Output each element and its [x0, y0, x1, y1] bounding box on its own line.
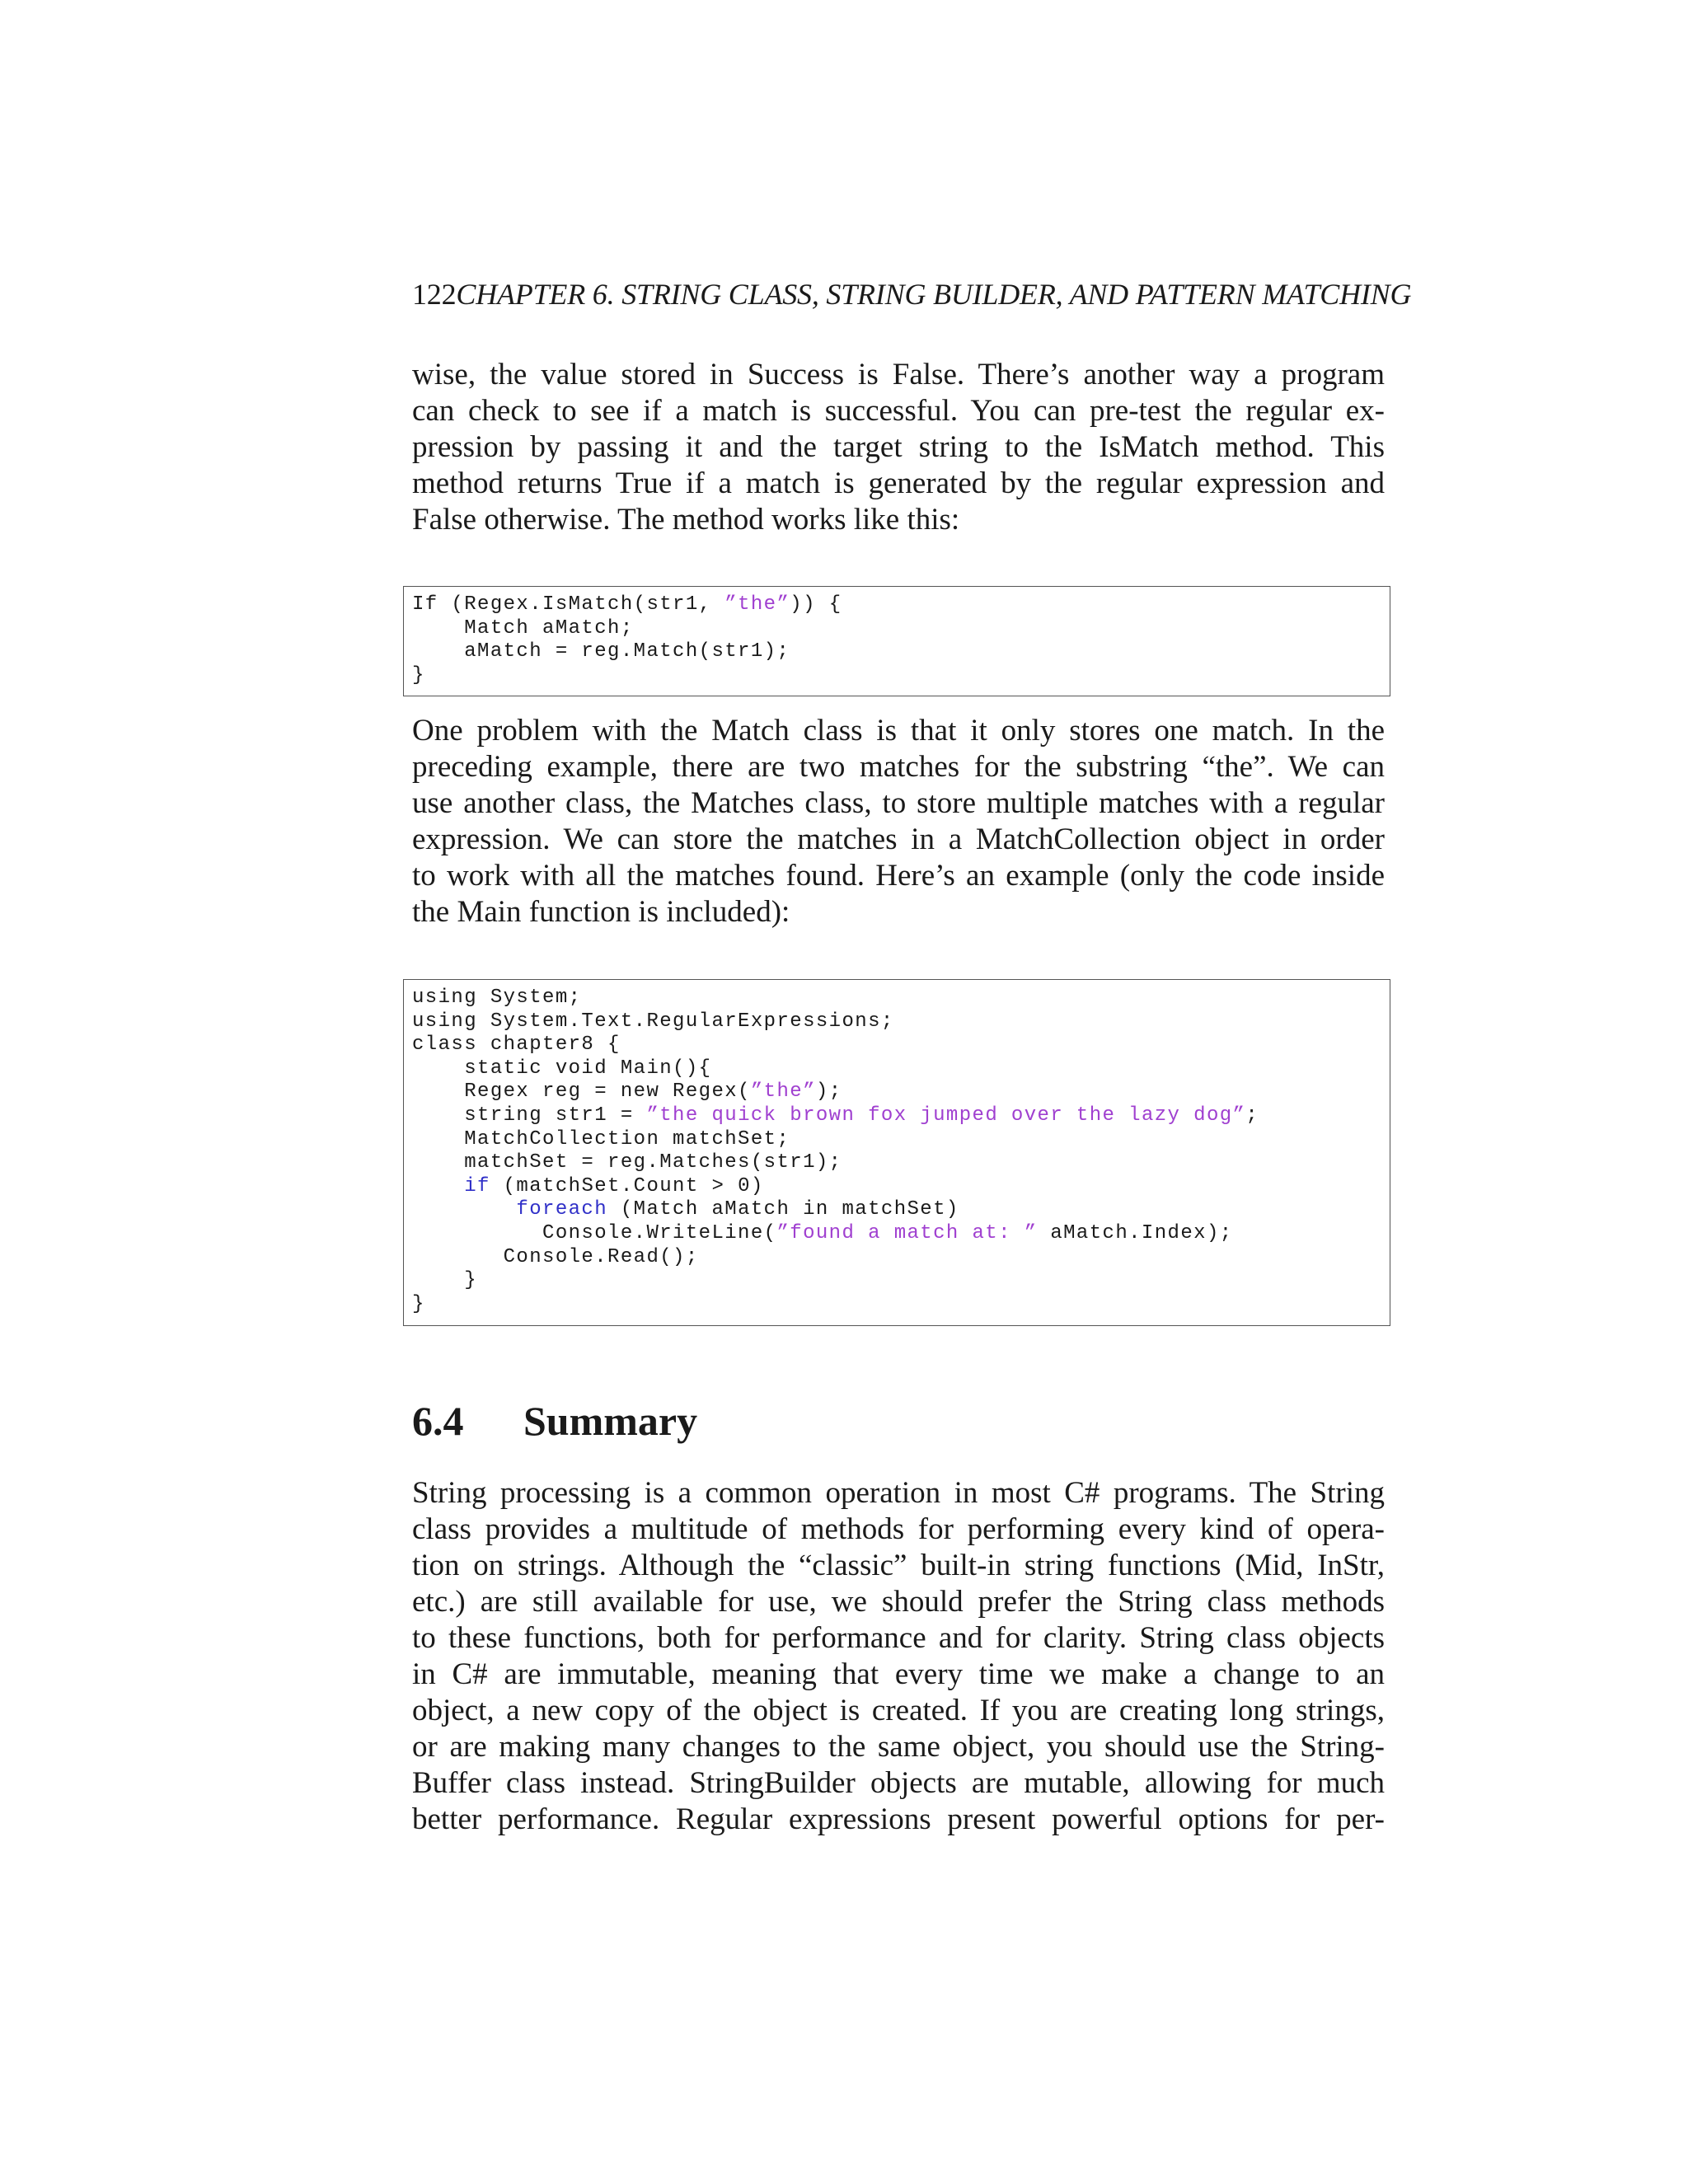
text-line: or are making many changes to the same object, you should use the String- [412, 1730, 1385, 1764]
code-line: MatchCollection matchSet; [412, 1127, 790, 1151]
code-line: if (matchSet.Count > 0) [464, 1174, 764, 1197]
code-line: static void Main(){ [412, 1057, 712, 1080]
code-line: class chapter8 { [412, 1033, 621, 1057]
text-line: can check to see if a match is successful. You can pre-test the regular ex- [412, 394, 1385, 428]
code-line: aMatch = reg.Match(str1); [412, 640, 790, 663]
code-line: Console.WriteLine(”found a match at: ” aMatch.Index); [412, 1221, 1233, 1244]
text-line: etc.) are still available for use, we should prefer the String class methods [412, 1585, 1385, 1619]
text-line: One problem with the Match class is that it only stores one match. In the [412, 714, 1385, 748]
text-line: better performance. Regular expressions present powerful options for per- [412, 1802, 1385, 1836]
text-line: in C# are immutable, meaning that every time we make a change to an [412, 1657, 1385, 1691]
paragraph-summary [412, 1475, 1385, 1838]
text-line: method returns True if a match is generated by the regular expression and [412, 466, 1385, 500]
text-line: pression by passing it and the target string to the IsMatch method. This [412, 430, 1385, 464]
code-line: Console.Read(); [412, 1245, 699, 1268]
text-line: Buffer class instead. StringBuilder objects are mutable, allowing for much [412, 1766, 1385, 1800]
text-line: object, a new copy of the object is created. If you are creating long strings, [412, 1694, 1385, 1727]
section-heading-summary [412, 1397, 697, 1445]
code-line: foreach (Match aMatch in matchSet) [516, 1198, 959, 1221]
running-header [412, 277, 1411, 312]
code-block-ismatch [403, 586, 1390, 696]
page-number: 122 [412, 278, 457, 311]
code-line: } [412, 1292, 425, 1315]
paragraph-ismatch [412, 357, 1385, 538]
chapter-title: CHAPTER 6. STRING CLASS, STRING BUILDER, AND PATTERN MATCHING [456, 278, 1412, 311]
code-line: Match aMatch; [412, 616, 634, 640]
text-line: to these functions, both for performance and for clarity. String class objects [412, 1621, 1385, 1655]
code-line: } [412, 1269, 478, 1292]
text-line: tion on strings. Although the “classic” built-in string functions (Mid, InStr, [412, 1549, 1385, 1582]
text-line: False otherwise. The method works like this: [412, 503, 960, 537]
code-line: Regex reg = new Regex(”the”); [412, 1080, 842, 1104]
code-line: string str1 = ”the quick brown fox jumped over the lazy dog”; [412, 1104, 1259, 1127]
code-line: If (Regex.IsMatch(str1, ”the”)) { [412, 593, 842, 616]
paragraph-matches [412, 713, 1385, 930]
section-number: 6.4 [412, 1398, 464, 1444]
text-line: wise, the value stored in Success is False. There’s another way a program [412, 358, 1385, 391]
text-line: String processing is a common operation in most C# programs. The String [412, 1476, 1385, 1510]
text-line: the Main function is included): [412, 895, 790, 929]
text-line: use another class, the Matches class, to store multiple matches with a regular [412, 786, 1385, 820]
code-block-matchcollection [403, 979, 1390, 1326]
text-line: class provides a multitude of methods for performing every kind of opera- [412, 1512, 1385, 1546]
section-title: Summary [523, 1398, 698, 1444]
text-line: to work with all the matches found. Here’s an example (only the code inside [412, 859, 1385, 893]
code-line: matchSet = reg.Matches(str1); [412, 1151, 842, 1174]
code-line: } [412, 663, 425, 687]
text-line: expression. We can store the matches in a MatchCollection object in order [412, 823, 1385, 856]
code-line: using System; [412, 987, 582, 1009]
text-line: preceding example, there are two matches for the substring “the”. We can [412, 750, 1385, 784]
code-line: using System.Text.RegularExpressions; [412, 1010, 894, 1033]
